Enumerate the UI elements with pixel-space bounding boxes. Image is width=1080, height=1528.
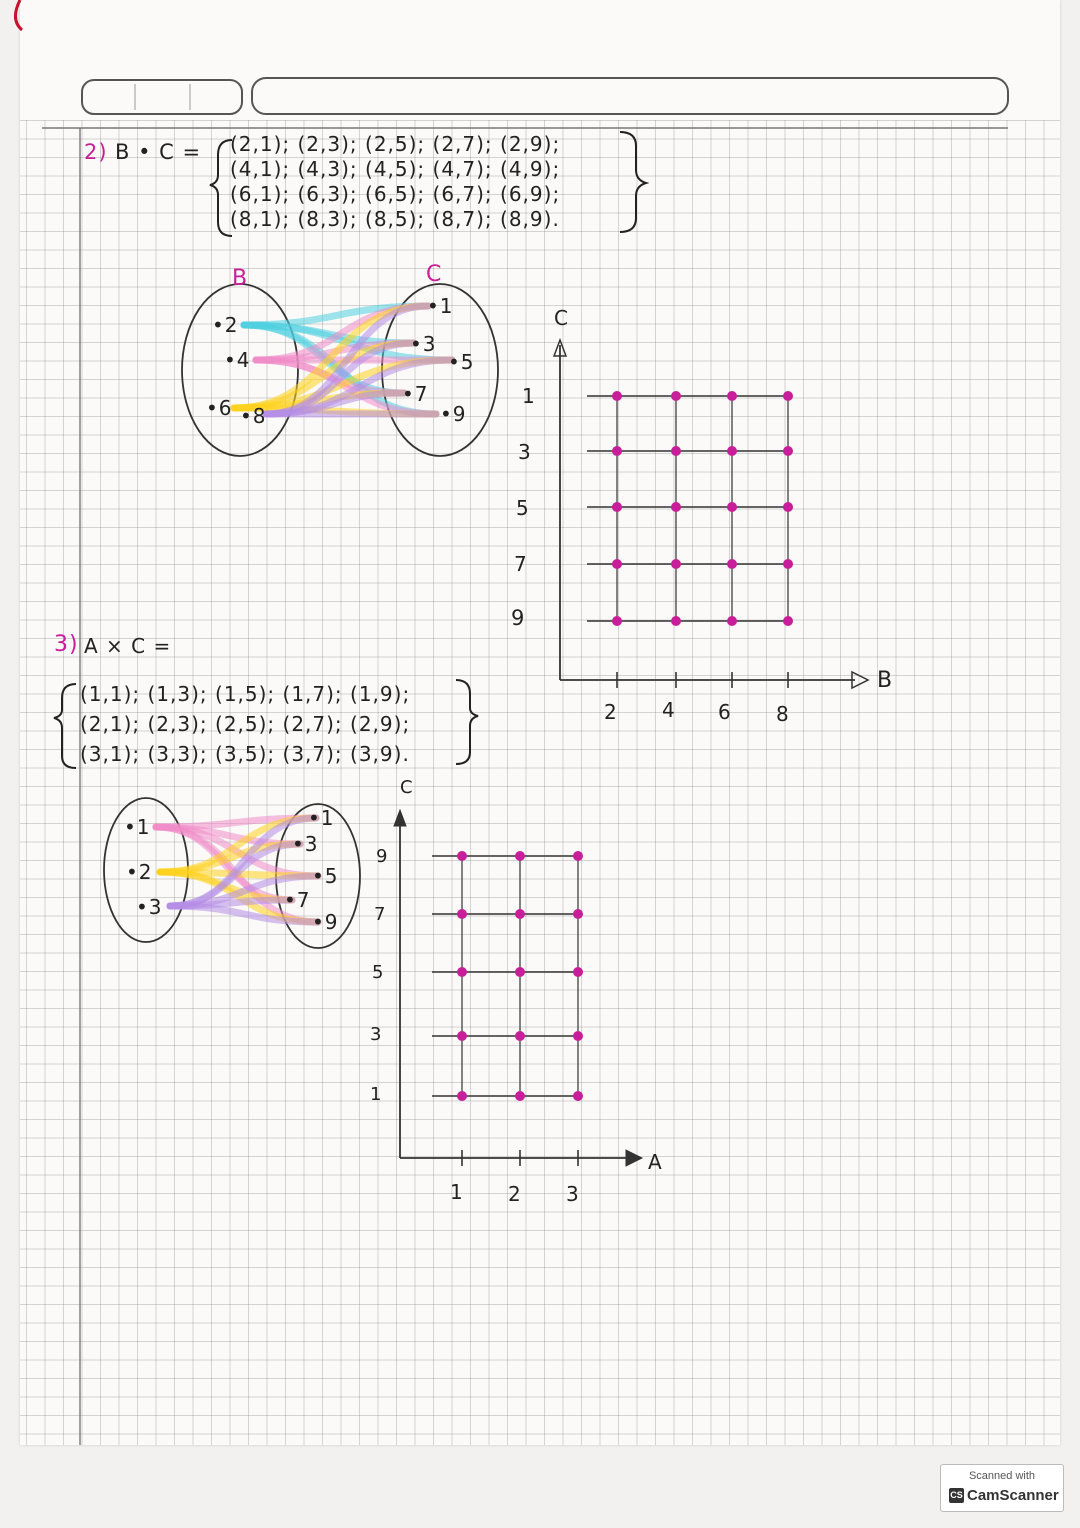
- venn3-a-item: •1: [124, 815, 151, 839]
- graph3-point: [457, 1091, 467, 1101]
- graph3-x-label: A: [648, 1150, 663, 1174]
- scanned-with-text: Scanned with: [968, 1470, 1036, 1482]
- venn3-c-item: •3: [292, 832, 319, 856]
- graph3-point: [573, 1091, 583, 1101]
- graph2-x-tick: 4: [662, 698, 676, 722]
- venn3-a-item: •3: [136, 895, 163, 919]
- graph2-y-label: C: [554, 306, 569, 330]
- venn-c-item: •1: [427, 294, 454, 318]
- graph3-point: [515, 851, 525, 861]
- graph2-y-tick: 1: [522, 384, 536, 408]
- graph3-point: [457, 909, 467, 919]
- graph3-x-tick: 3: [566, 1182, 580, 1206]
- section3-number: 3): [54, 632, 79, 657]
- section2-label: B • C =: [115, 140, 202, 164]
- graph3-point: [573, 909, 583, 919]
- camscanner-badge: [940, 1464, 1064, 1512]
- graph3-y-tick: 7: [374, 904, 387, 925]
- graph3-y-tick: 9: [376, 846, 389, 867]
- venn-b-item: •4: [224, 348, 251, 372]
- section2-row-2: (4,1); (4,3); (4,5); (4,7); (4,9);: [230, 157, 561, 181]
- graph3-x-arrow-icon: [626, 1150, 642, 1166]
- section3-label: A × C =: [84, 634, 172, 658]
- graph3-y-label: C: [400, 777, 414, 798]
- camscanner-brand-text: CamScanner: [967, 1487, 1059, 1504]
- graph3-point: [515, 1091, 525, 1101]
- venn3-c-item: •9: [312, 910, 339, 934]
- venn-set-c-label: C: [426, 262, 443, 287]
- venn-b-item: •2: [212, 313, 239, 337]
- graph2-y-tick: 9: [511, 606, 526, 630]
- graph3-point: [573, 1031, 583, 1041]
- venn-c-item: •9: [440, 402, 467, 426]
- camscanner-logo-icon: CS: [949, 1488, 964, 1503]
- graph2-y-tick: 5: [516, 496, 530, 520]
- section3-row-2: (2,1); (2,3); (2,5); (2,7); (2,9);: [80, 712, 411, 736]
- venn-c-item: •7: [402, 382, 429, 406]
- venn-c-item: •5: [448, 350, 475, 374]
- graph2-x-tick: 2: [604, 700, 618, 724]
- venn3-c-item: •1: [308, 806, 335, 830]
- graph3-x-tick: 1: [450, 1180, 464, 1204]
- graph3-point: [515, 967, 525, 977]
- graph2-y-tick: 7: [514, 552, 528, 576]
- graph3-y-tick: 3: [370, 1024, 383, 1045]
- section3-row-3: (3,1); (3,3); (3,5); (3,7); (3,9).: [80, 742, 410, 766]
- section2-number: 2): [84, 140, 108, 164]
- graph3-grid: [432, 851, 583, 1166]
- graph3-point: [457, 967, 467, 977]
- section2-row-4: (8,1); (8,3); (8,5); (8,7); (8,9).: [230, 207, 560, 231]
- graph3-point: [457, 1031, 467, 1041]
- graph3-point: [573, 851, 583, 861]
- graph3-y-tick: 5: [372, 962, 385, 983]
- graph3-point: [457, 851, 467, 861]
- graph3-y-tick: 1: [370, 1084, 383, 1105]
- venn-c-item: •3: [410, 332, 437, 356]
- venn-b-item: •6: [206, 396, 233, 420]
- graph3-point: [515, 1031, 525, 1041]
- graph2-x-label: B: [877, 668, 894, 693]
- graph2-x-tick: 8: [776, 702, 790, 726]
- graph2-x-tick: 6: [718, 700, 732, 724]
- venn3-c-item: •7: [284, 888, 311, 912]
- graph3-point: [515, 909, 525, 919]
- graph3-y-arrow-icon: [394, 810, 406, 826]
- graph3-x-tick: 2: [508, 1182, 522, 1206]
- venn3-a-item: •2: [126, 860, 153, 884]
- venn3-c-item: •5: [312, 864, 339, 888]
- venn-b-item: •8: [240, 404, 267, 428]
- section3-row-1: (1,1); (1,3); (1,5); (1,7); (1,9);: [80, 682, 411, 706]
- section2-row-3: (6,1); (6,3); (6,5); (6,7); (6,9);: [230, 182, 561, 206]
- graph3-point: [573, 967, 583, 977]
- venn-set-b-label: B: [232, 266, 249, 291]
- graph2-y-tick: 3: [518, 440, 532, 464]
- section2-row-1: (2,1); (2,3); (2,5); (2,7); (2,9);: [230, 132, 561, 156]
